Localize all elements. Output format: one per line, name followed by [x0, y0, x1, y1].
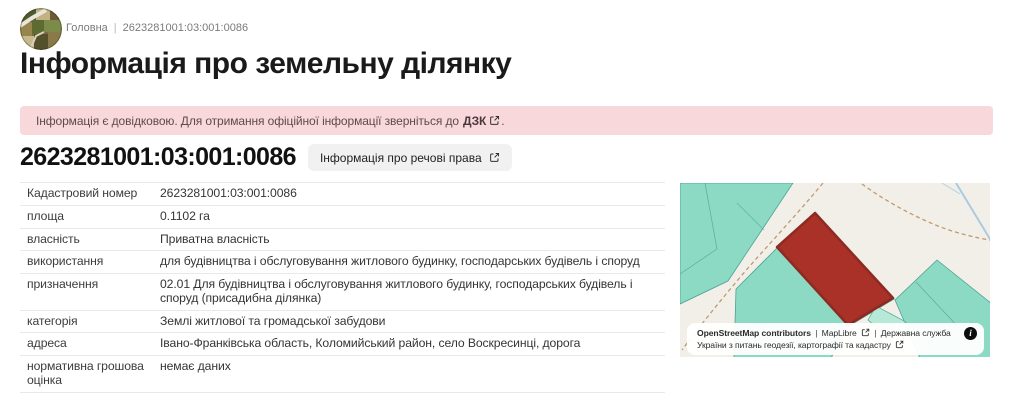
map-attribution — [687, 323, 984, 355]
row-value: 0.1102 га — [160, 208, 210, 223]
row-area — [20, 205, 665, 228]
maplibre-link[interactable]: MapLibre — [821, 327, 857, 338]
notice-banner — [20, 106, 993, 135]
parcel-details-table — [20, 182, 665, 393]
row-use — [20, 250, 665, 273]
agency-link[interactable]: Державна служба України з питань геодезії, картографії та кадастру — [697, 327, 951, 350]
row-label: Кадастровий номер — [27, 186, 138, 200]
row-label: площа — [27, 208, 64, 223]
row-address — [20, 332, 665, 355]
attribution-separator: | — [815, 327, 818, 338]
row-label: власність — [27, 231, 80, 246]
attribution-separator: | — [874, 327, 877, 338]
notice-suffix: . — [501, 113, 505, 128]
breadcrumb-separator: | — [113, 22, 117, 34]
breadcrumb-home-link[interactable]: Головна — [66, 22, 108, 34]
external-link-icon — [489, 115, 500, 126]
dzk-link[interactable]: ДЗК — [462, 113, 487, 128]
cadastre-logo[interactable] — [20, 8, 62, 50]
notice-text: Інформація є довідковою. Для отримання офіційної інформації зверніться до — [36, 113, 459, 128]
row-category — [20, 310, 665, 333]
external-link-icon — [895, 340, 904, 349]
osm-attribution-link[interactable]: OpenStreetMap contributors — [697, 327, 811, 338]
external-link-icon — [489, 152, 500, 163]
page-title: Інформація про земельну ділянку — [20, 47, 512, 80]
external-link-icon — [861, 328, 870, 337]
property-rights-button-label: Інформація про речові права — [319, 150, 482, 165]
property-rights-button[interactable] — [308, 144, 512, 171]
row-value: 02.01 Для будівництва і обслуговування житлового будинку, господарських будівель і споруд (присадибна ділянка) — [160, 277, 633, 305]
row-value: для будівництва і обслуговування житлового будинку, господарських будівель і споруд — [160, 254, 640, 269]
parcel-number-heading: 2623281001:03:001:0086 — [20, 143, 296, 171]
row-label: категорія — [27, 313, 78, 328]
info-icon[interactable]: i — [964, 327, 977, 340]
breadcrumb — [66, 22, 248, 34]
cadastre-logo-image — [20, 8, 62, 50]
row-value: 2623281001:03:001:0086 — [160, 186, 297, 200]
parcel-map[interactable] — [680, 183, 990, 357]
row-ownership — [20, 228, 665, 251]
row-cadastral-number — [20, 182, 665, 205]
breadcrumb-current: 2623281001:03:001:0086 — [122, 22, 249, 34]
row-designation — [20, 273, 665, 310]
row-label: використання — [27, 254, 104, 269]
parcel-header — [20, 143, 512, 172]
row-value: Землі житлової та громадської забудови — [160, 313, 386, 328]
row-value: немає даних — [160, 359, 231, 374]
row-label: нормативна грошова оцінка — [27, 359, 144, 388]
row-value: Приватна власність — [160, 231, 270, 246]
row-monetary-valuation — [20, 355, 665, 392]
row-label: адреса — [27, 336, 67, 351]
row-label: призначення — [27, 277, 99, 292]
row-value: Івано-Франківська область, Коломийський район, село Воскресинці, дорога — [160, 336, 581, 351]
